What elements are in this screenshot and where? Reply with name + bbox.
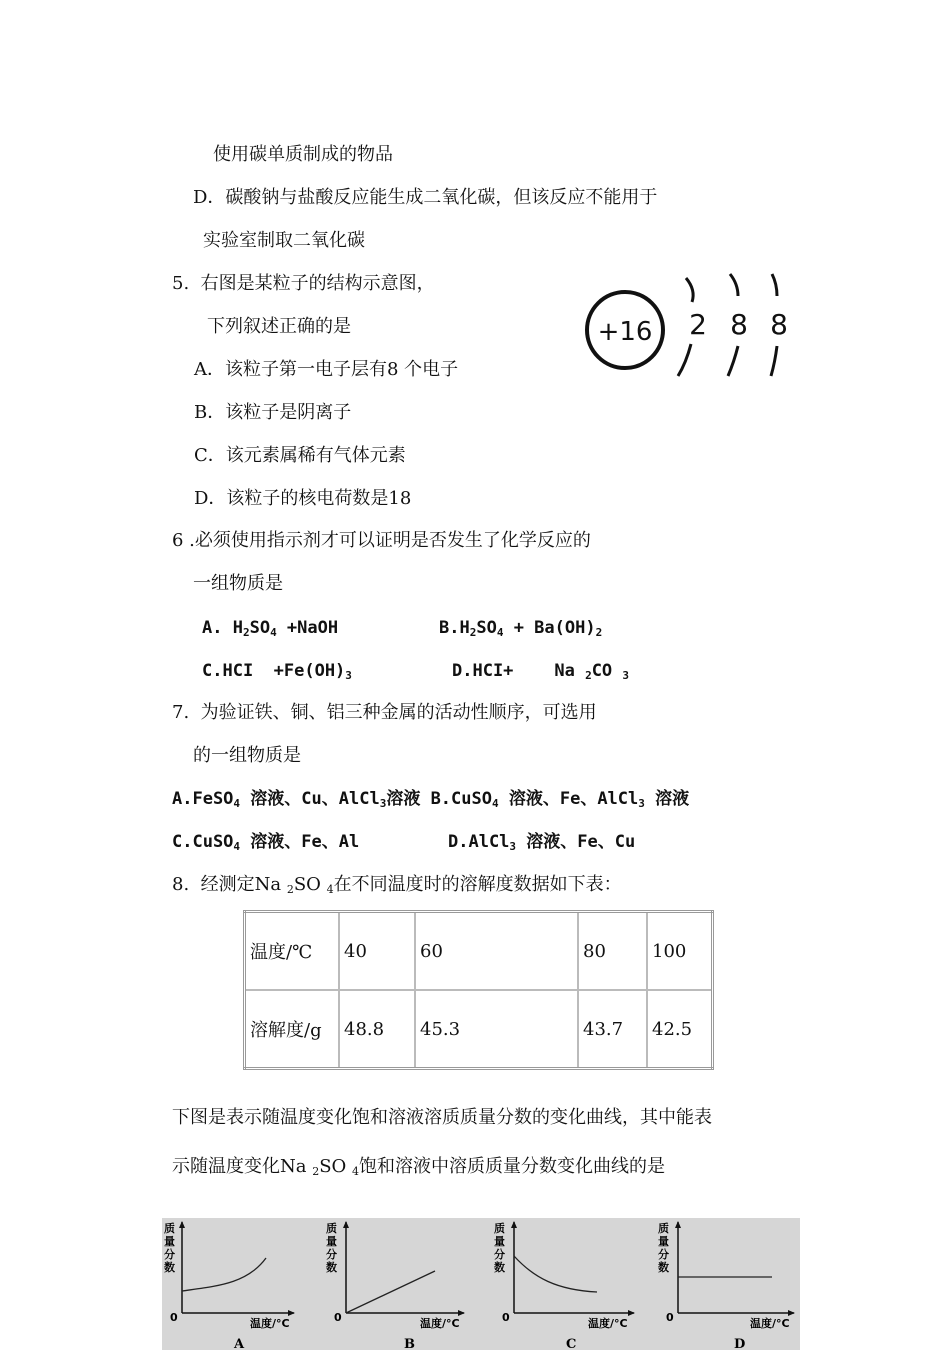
q5-stem-line2: 下列叙述正确的是 xyxy=(207,316,351,337)
svg-text:0: 0 xyxy=(170,1311,178,1324)
table-cell: 45.3 xyxy=(415,990,578,1069)
svg-text:分: 分 xyxy=(164,1248,175,1261)
svg-text:0: 0 xyxy=(666,1311,674,1324)
q5-option-d: D．该粒子的核电荷数是18 xyxy=(194,488,412,509)
q7-stem-line2: 的一组物质是 xyxy=(193,745,301,766)
table-row xyxy=(245,912,713,991)
q7-stem-line1: 7. 为验证铁、铜、铝三种金属的活动性顺序，可选用 xyxy=(172,702,597,723)
q8-text-line1: 下图是表示随温度变化饱和溶液溶质质量分数的变化曲线，其中能表 xyxy=(172,1107,712,1128)
table-cell: 40 xyxy=(339,912,415,991)
svg-text:分: 分 xyxy=(326,1248,337,1261)
svg-text:温度/°C: 温度/°C xyxy=(420,1317,460,1330)
q6-option-a: A. $H_2SO_4$ +NaOH xyxy=(202,618,339,639)
q6-stem-line2: 一组物质是 xyxy=(193,573,283,594)
svg-text:数: 数 xyxy=(326,1261,337,1274)
table-cell: 48.8 xyxy=(339,990,415,1069)
atom-structure-diagram xyxy=(580,268,800,388)
svg-text:数: 数 xyxy=(658,1261,669,1274)
solubility-table xyxy=(243,910,714,1070)
shell-2-count: 8 xyxy=(730,308,748,341)
svg-text:量: 量 xyxy=(658,1235,669,1248)
graph-c-label: C xyxy=(566,1337,577,1350)
svg-text:质: 质 xyxy=(494,1222,505,1235)
table-cell-temp-label: 温度/℃ xyxy=(245,912,340,991)
graph-a xyxy=(164,1221,295,1350)
svg-text:量: 量 xyxy=(494,1235,505,1248)
graph-b-label: B xyxy=(404,1337,415,1350)
svg-text:温度/°C: 温度/°C xyxy=(250,1317,290,1330)
table-cell-sol-label: 溶解度/g xyxy=(245,990,340,1069)
shell-3-count: 8 xyxy=(770,308,788,341)
q7-options-a-b: A.FeSO$_4$ 溶液、Cu、AlCl$_3$溶液 B.CuSO$_4$ 溶液、Fe、AlCl$_3$ 溶液 xyxy=(172,789,690,810)
q8-text-line2: 示随温度变化Na $_2$SO $_4$饱和溶液中溶质质量分数变化曲线的是 xyxy=(172,1156,666,1178)
q7-option-d: D.AlCl$_3$ 溶液、Fe、Cu xyxy=(448,832,636,853)
svg-text:温度/°C: 温度/°C xyxy=(750,1317,790,1330)
graph-c xyxy=(494,1221,635,1350)
svg-text:质: 质 xyxy=(658,1222,669,1235)
svg-text:数: 数 xyxy=(164,1261,175,1274)
q4-option-c-continuation: 使用碳单质制成的物品 xyxy=(213,144,393,165)
table-cell: 42.5 xyxy=(647,990,713,1069)
svg-text:温度/°C: 温度/°C xyxy=(588,1317,628,1330)
q6-option-c: $C.HCI +Fe(OH)_3$ xyxy=(202,661,352,682)
table-cell: 80 xyxy=(578,912,647,991)
q6-stem-line1: 6 .必须使用指示剂才可以证明是否发生了化学反应的 xyxy=(172,530,591,551)
table-row xyxy=(245,990,713,1069)
nucleus-charge: +16 xyxy=(597,317,653,347)
q8-stem: 8. 经测定Na $_2$SO $_4$在不同温度时的溶解度数据如下表： xyxy=(172,874,622,896)
q6-option-b: $B.H_2SO_4 + Ba(OH)_2$ xyxy=(439,618,603,639)
shell-1-count: 2 xyxy=(689,308,707,341)
table-cell: 60 xyxy=(415,912,578,991)
graph-b xyxy=(326,1221,465,1350)
q6-option-d: D.HCI+ Na $_2$CO $_3$ xyxy=(452,661,630,682)
q4-option-d-line2: 实验室制取二氧化碳 xyxy=(203,230,365,251)
svg-text:分: 分 xyxy=(494,1248,505,1261)
q7-option-c: C.CuSO$_4$ 溶液、Fe、Al xyxy=(172,832,360,853)
svg-text:质: 质 xyxy=(164,1222,175,1235)
graph-d xyxy=(658,1221,795,1350)
svg-text:量: 量 xyxy=(326,1235,337,1248)
svg-text:质: 质 xyxy=(326,1222,337,1235)
svg-text:量: 量 xyxy=(164,1235,175,1248)
q5-option-b: B．该粒子是阴离子 xyxy=(194,402,352,423)
q4-option-d-line1: D．碳酸钠与盐酸反应能生成二氧化碳，但该反应不能用于 xyxy=(193,187,658,208)
graph-a-label: A xyxy=(234,1337,245,1350)
svg-text:0: 0 xyxy=(334,1311,342,1324)
table-cell: 43.7 xyxy=(578,990,647,1069)
q5-option-a: A．该粒子第一电子层有8 个电子 xyxy=(194,359,459,380)
svg-text:分: 分 xyxy=(658,1248,669,1261)
answer-graphs xyxy=(162,1218,800,1350)
svg-text:数: 数 xyxy=(494,1261,505,1274)
graph-d-label: D xyxy=(734,1337,746,1350)
svg-text:0: 0 xyxy=(502,1311,510,1324)
q5-stem-line1: 5. 右图是某粒子的结构示意图， xyxy=(172,273,435,294)
q5-option-c: C．该元素属稀有气体元素 xyxy=(194,445,406,466)
table-cell: 100 xyxy=(647,912,713,991)
